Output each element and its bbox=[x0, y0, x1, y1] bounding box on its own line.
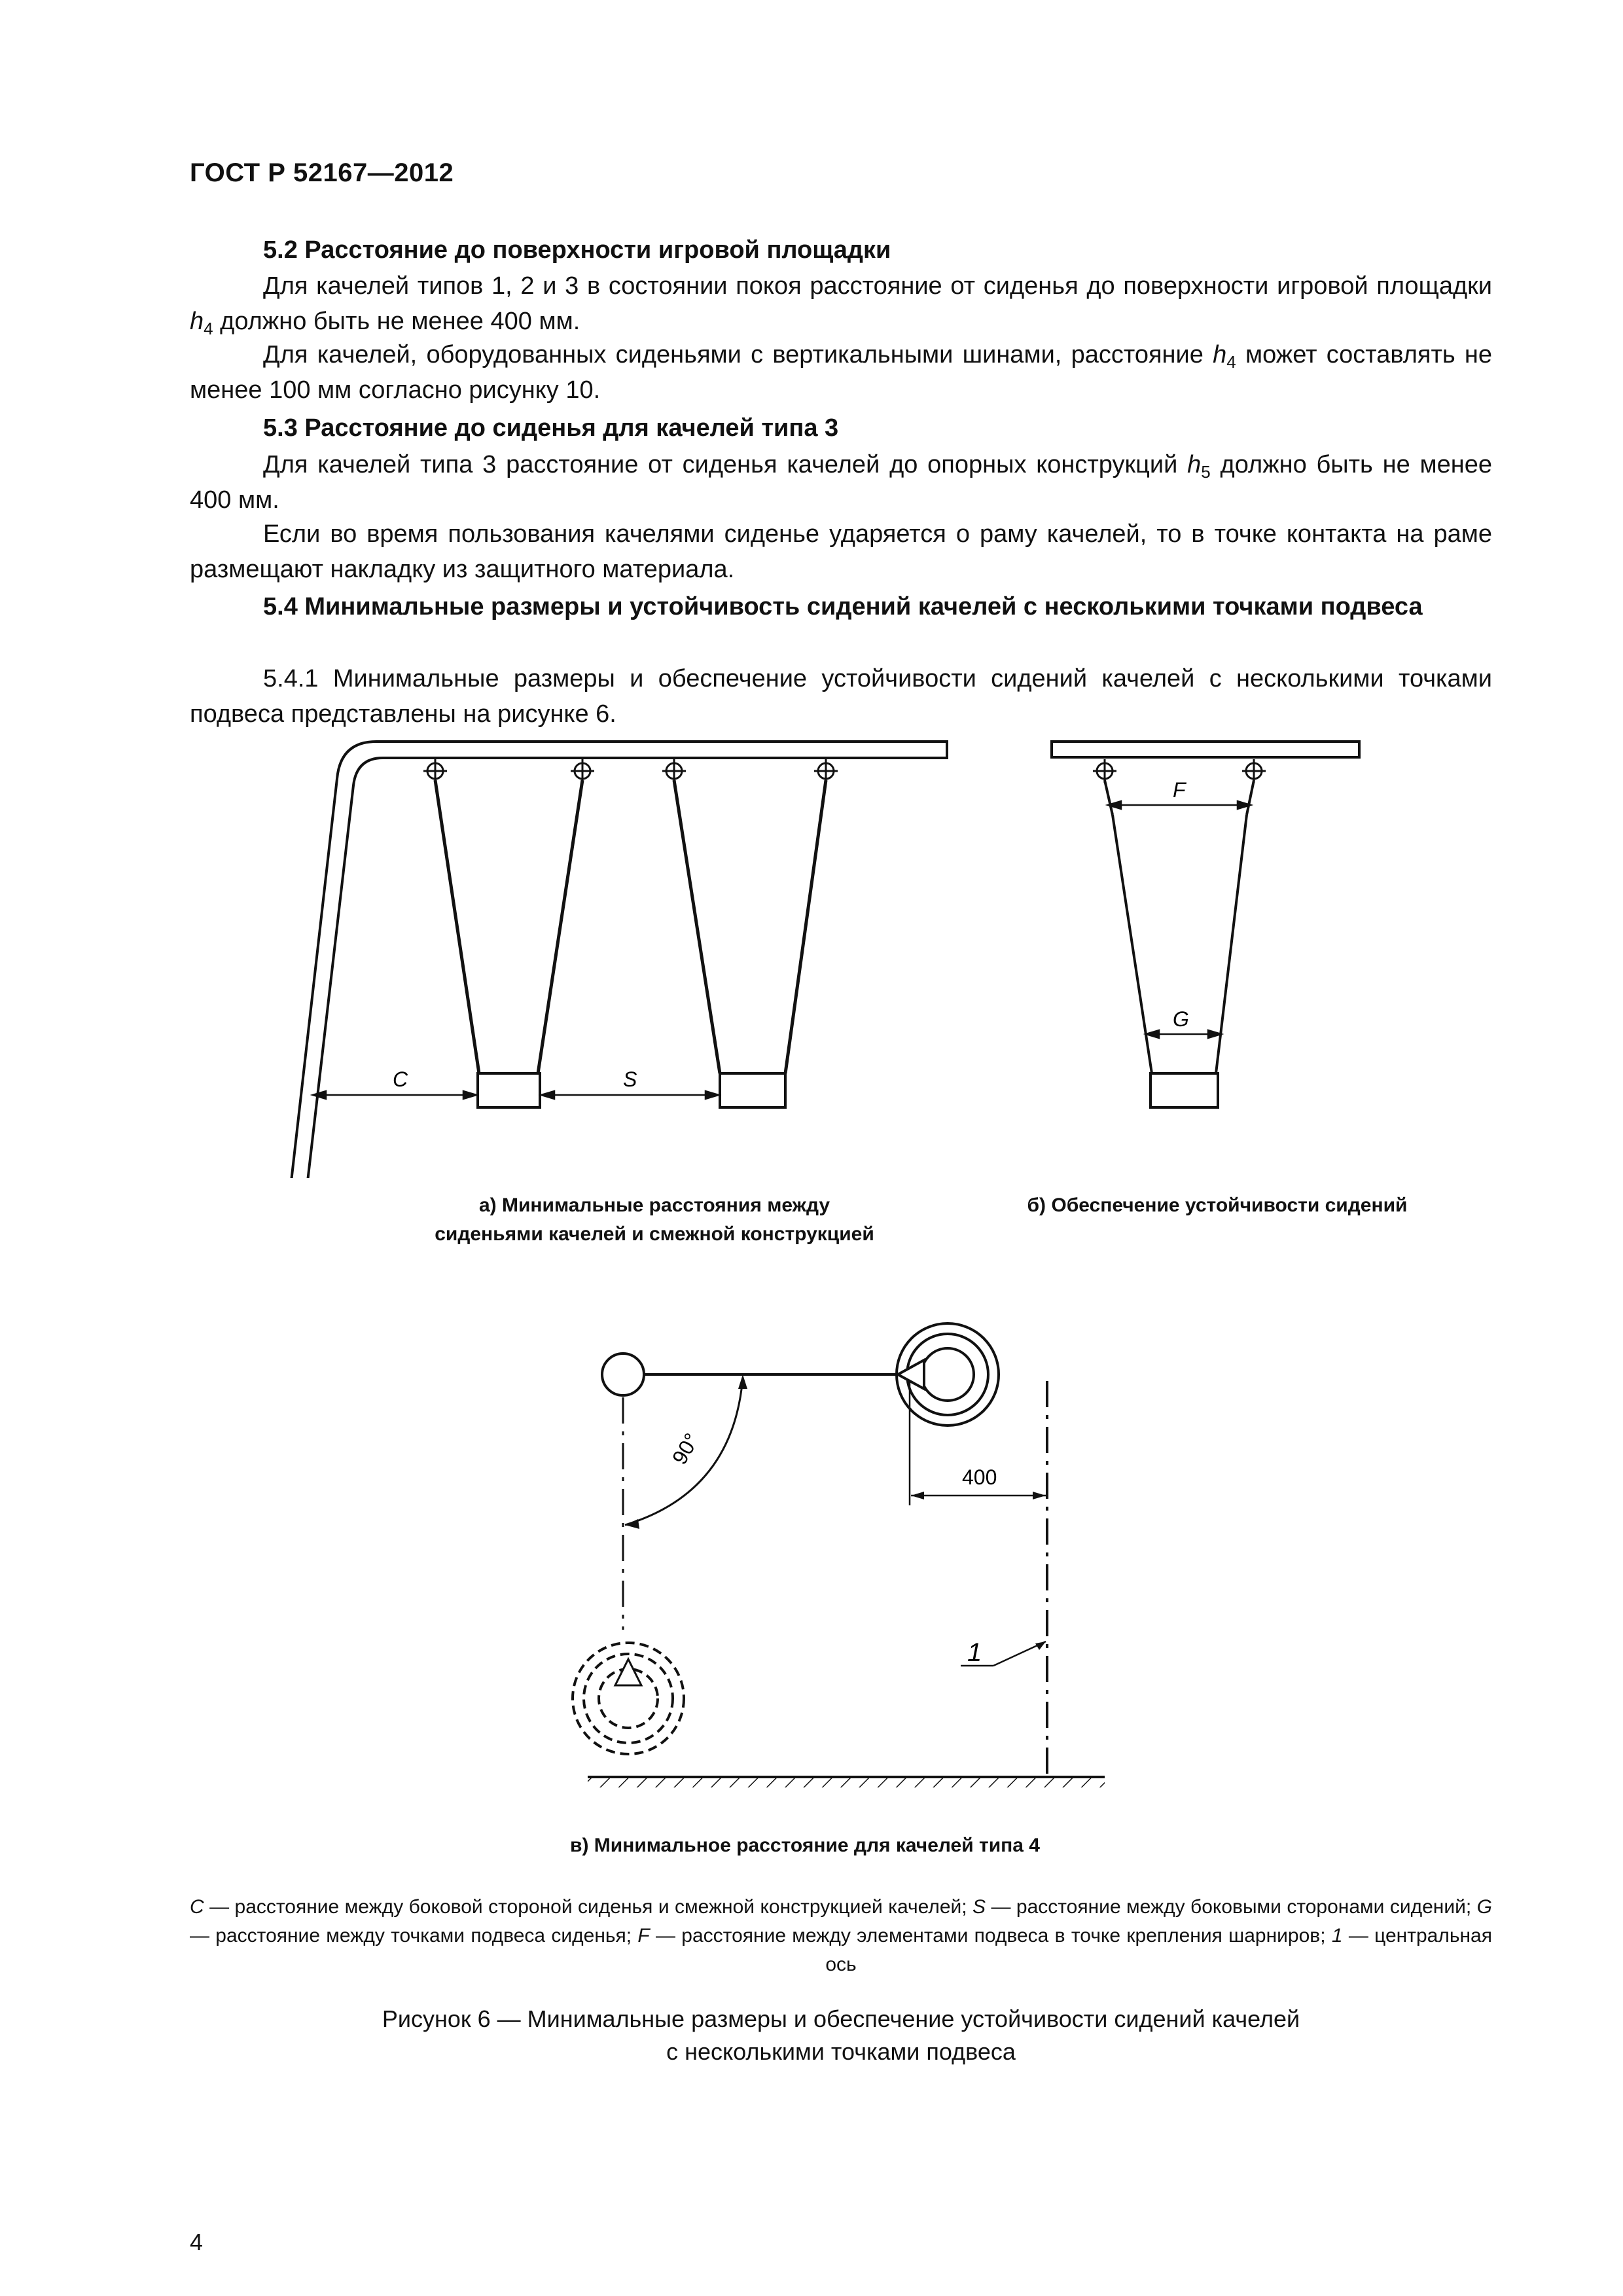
caption-b: б) Обеспечение устойчивости сидений bbox=[1027, 1194, 1408, 1216]
legend-text-1: — центральная ось bbox=[825, 1925, 1492, 1975]
pivot-icon bbox=[814, 759, 838, 783]
section-5-4-1-paragraph: 5.4.1 Минимальные размеры и обеспечение устойчивости сидений качелей с несколькими точками подвеса представлены на рисунке 6. bbox=[190, 665, 1492, 728]
caption-a-line-1: а) Минимальные расстояния между bbox=[478, 1194, 830, 1216]
section-5-2-heading: 5.2 Расстояние до поверхности игровой площадки bbox=[263, 236, 891, 264]
arrow-head bbox=[1033, 1492, 1046, 1499]
section-5-4-heading: 5.4 Минимальные размеры и устойчивость сидений качелей с несколькими точками подвеса bbox=[263, 593, 1423, 620]
legend-var-f: F bbox=[637, 1925, 650, 1946]
variable-h: h bbox=[1213, 341, 1227, 368]
label-angle: 90° bbox=[667, 1429, 704, 1469]
swing-beam-b bbox=[1052, 742, 1359, 757]
ropes-a bbox=[435, 780, 826, 1073]
caption-a bbox=[366, 1191, 942, 1249]
caption-c: в) Минимальное расстояние для качелей типа 4 bbox=[570, 1835, 1040, 1856]
pivot-circle bbox=[602, 1354, 644, 1395]
arrow-head bbox=[738, 1374, 747, 1389]
figure-title-line-2: с несколькими точками подвеса bbox=[666, 2038, 1016, 2065]
subscript: 4 bbox=[1226, 352, 1236, 372]
seat-b bbox=[1150, 1073, 1218, 1107]
document-header: ГОСТ Р 52167—2012 bbox=[190, 158, 454, 187]
pivot-icons bbox=[423, 759, 838, 783]
label-g: G bbox=[1173, 1007, 1189, 1031]
legend-text-g: — расстояние между точками подвеса сиденья; bbox=[190, 1925, 638, 1946]
legend-text-f: — расстояние между элементами подвеса в точке крепления шарниров; bbox=[649, 1925, 1332, 1946]
text-run: Для качелей, оборудованных сиденьями с вертикальными шинами, расстояние bbox=[263, 341, 1213, 368]
page-number: 4 bbox=[190, 2229, 204, 2255]
pivot-icon bbox=[1093, 759, 1116, 783]
arrow-head bbox=[911, 1492, 924, 1499]
text-run: должно быть не менее 400 мм. bbox=[213, 308, 580, 335]
seat bbox=[720, 1073, 785, 1107]
section-5-3-paragraph-2: Если во время пользования качелями сиденье ударяется о раму качелей, то в точке контакта на раме размещают накладку из защитного материала. bbox=[190, 520, 1492, 583]
figure-title bbox=[190, 2003, 1492, 2068]
legend-var-c: C bbox=[190, 1896, 204, 1918]
legend-var-g: G bbox=[1476, 1896, 1492, 1918]
dimension-g bbox=[1146, 1030, 1221, 1038]
legend-text-c: — расстояние между боковой стороной сиденья и смежной конструкцией качелей; bbox=[204, 1896, 973, 1918]
legend-var-s: S bbox=[972, 1896, 986, 1918]
pivot-icon bbox=[662, 759, 686, 783]
subscript: 5 bbox=[1201, 462, 1211, 482]
seat bbox=[478, 1073, 540, 1107]
legend-text-s: — расстояние между боковыми сторонами сидений; bbox=[986, 1896, 1477, 1918]
figure-6-c-drawing bbox=[0, 1276, 1623, 1865]
tire-seat-horizontal bbox=[897, 1323, 999, 1426]
label-1: 1 bbox=[967, 1638, 982, 1667]
label-400: 400 bbox=[962, 1465, 997, 1489]
pivot-icon bbox=[571, 759, 594, 783]
section-5-3-heading: 5.3 Расстояние до сиденья для качелей типа 3 bbox=[263, 414, 839, 442]
figure-legend bbox=[190, 1893, 1492, 1979]
figure-title-line-1: Рисунок 6 — Минимальные размеры и обеспечение устойчивости сидений качелей bbox=[382, 2005, 1300, 2032]
text-run: Для качелей типа 3 расстояние от сиденья качелей до опорных конструкций bbox=[263, 451, 1188, 478]
variable-h: h bbox=[1187, 451, 1202, 478]
text-run: должно быть не менее 400 мм. bbox=[190, 451, 1493, 514]
label-s: S bbox=[623, 1067, 637, 1091]
dimension-f bbox=[1108, 801, 1251, 809]
arrow-head bbox=[1035, 1641, 1046, 1650]
tire-hook-lower bbox=[615, 1659, 641, 1685]
label-f: F bbox=[1173, 778, 1186, 802]
swing-frame-a bbox=[291, 742, 947, 1178]
legend-var-1: 1 bbox=[1331, 1925, 1343, 1946]
text-run: может составлять не менее 100 мм согласно рисунку 10. bbox=[190, 341, 1492, 404]
subscript: 4 bbox=[204, 319, 213, 338]
ground-hatch bbox=[588, 1777, 1105, 1787]
label-c: C bbox=[393, 1067, 408, 1091]
variable-h: h bbox=[190, 308, 204, 335]
caption-a-line-2: сиденьями качелей и смежной конструкцией bbox=[435, 1223, 874, 1245]
pivot-icon bbox=[1242, 759, 1266, 783]
pivot-icon bbox=[423, 759, 447, 783]
text-run: Для качелей типов 1, 2 и 3 в состоянии покоя расстояние от сиденья до поверхности игровой площадки bbox=[263, 272, 1492, 300]
